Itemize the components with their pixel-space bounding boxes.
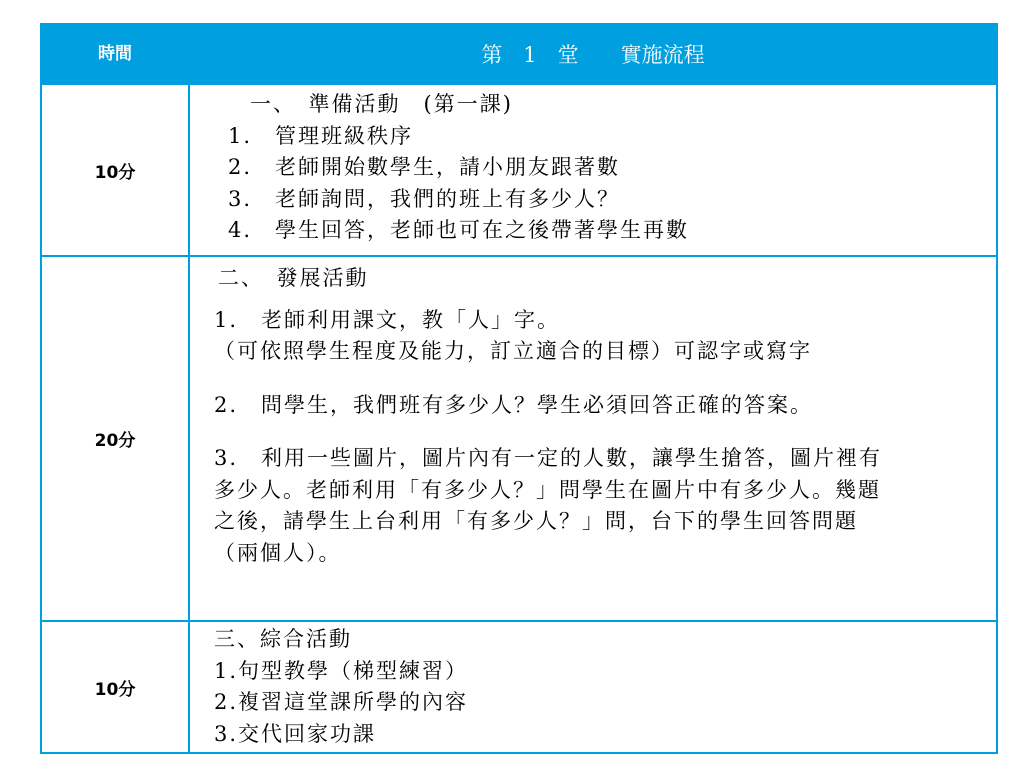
content-cell-development bbox=[189, 256, 997, 621]
table-row-preparation bbox=[41, 84, 997, 256]
lesson-plan-table bbox=[40, 23, 998, 754]
list-item: 2.複習這堂課所學的內容 bbox=[214, 690, 469, 714]
table-header-row bbox=[41, 24, 997, 84]
section-heading-preparation: 一、 準備活動 (第一課) bbox=[250, 92, 513, 116]
section-heading-summary: 三、綜合活動 bbox=[214, 627, 352, 651]
list-item: 2. 老師開始數學生，請小朋友跟著數 bbox=[228, 155, 621, 179]
list-item: 1.句型教學（梯型練習） bbox=[214, 658, 469, 683]
list-item: 3.交代回家功課 bbox=[214, 721, 377, 746]
content-cell-preparation bbox=[189, 84, 997, 256]
time-cell-summary: 10分 bbox=[41, 621, 189, 753]
list-item: 3. 老師詢問，我們的班上有多少人？ bbox=[228, 186, 621, 211]
paragraph-line: （兩個人）。 bbox=[214, 540, 342, 565]
table-row-development bbox=[41, 256, 997, 621]
paragraph-line: 多少人。老師利用「有多少人？」問學生在圖片中有多少人。幾題 bbox=[214, 477, 881, 502]
section-heading-development: 二、 發展活動 bbox=[218, 266, 369, 290]
time-cell-development: 20分 bbox=[41, 256, 189, 621]
list-item: 4. 學生回答，老師也可在之後帶著學生再數 bbox=[228, 218, 690, 242]
content-cell-summary bbox=[189, 621, 997, 753]
lesson-title-header: 第 1 堂 實施流程 bbox=[189, 24, 997, 84]
list-item: 1. 管理班級秩序 bbox=[228, 123, 414, 148]
time-column-header: 時間 bbox=[41, 24, 189, 84]
paragraph-line: 2. 問學生，我們班有多少人？學生必須回答正確的答案。 bbox=[214, 392, 814, 417]
paragraph-line: 1. 老師利用課文，教「人」字。 bbox=[214, 307, 561, 332]
paragraph-line: （可依照學生程度及能力，訂立適合的目標）可認字或寫字 bbox=[214, 339, 812, 363]
time-cell-preparation: 10分 bbox=[41, 84, 189, 256]
paragraph-line: 3. 利用一些圖片，圖片內有一定的人數，讓學生搶答，圖片裡有 bbox=[214, 446, 883, 470]
paragraph-line: 之後，請學生上台利用「有多少人？」問，台下的學生回答問題 bbox=[214, 509, 858, 533]
table-row-summary bbox=[41, 621, 997, 753]
